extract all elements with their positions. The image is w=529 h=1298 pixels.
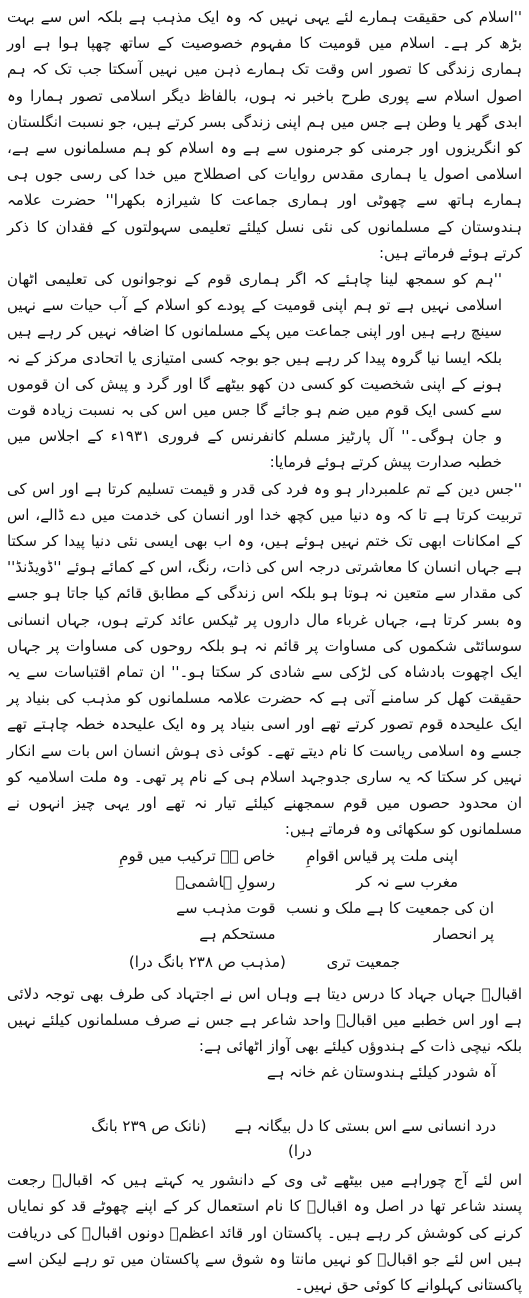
quote-youth-education: ''ہم کو سمجھ لینا چاہئے کہ اگر ہماری قوم کے نوجوانوں کی تعلیمی اٹھان اسلامی نہیں ہے تو ہم اپنی قومیت کے پودے کو اسلام کے آب حیات سے نہیں سینچ رہے ہیں اور اپنی جماعت میں پکے مسلمانوں کا اضافہ نہیں کر رہے ہیں بلکہ ایسا نیا گروہ پیدا کر رہے ہیں جو بوجہ کسی امتیازی یا اتحادی مرکز کے نہ ہونے کے اپنی شخصیت کو کسی دن کھو بیٹھے گا اور گرد و پیش کی ان قوموں سے کسی ایک قوم میں ضم ہو جائے گا جس میں اس کی بہ نسبت زیادہ قوت و جان ہوگی۔'' آل پارٹیز مسلم کانفرنس کے فروری ١٩٣١ء کے اجلاس میں خطبہ صدارت پیش کرتے ہوئے فرمایا: [7,270,502,472]
verse-line-2 [7,895,522,947]
quote-presidential-address: ''جس دین کے تم علمبردار ہو وہ فرد کی قدر و قیمت تسلیم کرتا ہے اور اس کی تربیت کرتا ہے تا کہ وہ دنیا میں کچھ خدا اور انسان کی خدمت میں دے ڈالے، اس کے امکانات ابھی تک ختم نہیں ہوئے ہیں، وہ اب بھی ایسی نئی دنیا پیدا کر سکتا ہے جہاں انسان کا معاشرتی درجہ اس کی ذات، رنگ، اس کے کمائے ہوئے ''ڈویڈنڈ'' کی مقدار سے متعین نہ ہوتا ہو بلکہ اس زندگی کے مطابق قائم کیا جاتا ہو جسے وہ بسر کرتا ہے، جہاں غرباء مال داروں پر ٹیکس عائد کرتے ہوں، جہاں انسانی سوسائٹی شکموں کی مساوات پر قائم نہ ہو بلکہ روحوں کی مساوات پر جہاں ایک اچھوت بادشاہ کی لڑکی سے شادی کر سکتا ہو۔'' ان تمام اقتباسات سے یہ حقیقت کھل کر سامنے آتی ہے کہ حضرت علامہ مسلمانوں کو مذہب کی بنیاد پر ایک علیحدہ قوم تصور کرتے تھے اور اسی بنیاد پر وہ ایک علیحدہ خطہ چاہتے تھے جسے وہ اسلامی ریاست کا نام دیتے تھے۔ کوئی ذی ہوش انسان اس بات سے انکار نہیں کر سکتا کہ یہ ساری جدوجہد اسلام ہی کے نام پر تھی۔ وہ ملت اسلامیہ کو ان محدود حصوں میں قوم سمجھنے کیلئے تیار نہ تھے اور یہی چیز انہوں نے مسلمانوں کو سکھائی وہ فرماتے ہیں: [7,479,522,839]
verse-reference: (مذہب ص ٢٣٨ بانگ درا) [128,952,286,971]
verse-line-2a: ان کی جمعیت کا ہے ملک و نسب پر انحصار [286,898,494,943]
verse-line-1 [7,843,522,895]
poem-line [7,1059,522,1139]
paragraph-ijtihad: اقبالؒ جہاں جہاد کا درس دیتا ہے وہاں اس نے اجتہاد کی طرف بھی توجہ دلائی ہے اور اس خطبے میں اقبالؒ واحد شاعر ہے جس نے صرف مسلمانوں کیلئے نہیں بلکہ نیچی ذات کے ہندوؤں کیلئے بھی آواز اٹھائی ہے: [7,984,522,1055]
verse-line-3 [7,947,522,977]
poem-line-b: درد انسانی سے اس بستی کا دل بیگانہ ہے [234,1117,496,1136]
verse-line-2b: قوت مذہب سے مستحکم ہے [176,898,276,943]
verse-block [7,843,522,977]
paragraph-closing: اس لئے آج چوراہے میں بیٹھے ٹی وی کے دانشور یہ کہتے ہیں کہ اقبالؒ رجعت پسند شاعر تھا در اصل وہ اقبالؒ کا نام استعمال کر کے اپنے چھوٹے قد کو نمایاں کرنے کی کوشش کر رہے ہیں۔ پاکستان اور قائد اعظمؒ دونوں اقبالؒ کی دریافت ہیں اس لئے جو اقبالؒ کو نہیں مانتا وہ شوق سے پاکستان میں تو رہے لیکن اسے پاکستانی کہلوانے کا کوئی حق نہیں۔ [7,1171,522,1294]
poem-reference-continued: درا) [288,1142,312,1161]
paragraph-islam-nationhood: ''اسلام کی حقیقت ہمارے لئے یہی نہیں کہ وہ ایک مذہب ہے بلکہ اس سے بہت بڑھ کر ہے۔ اسلام میں قومیت کا مفہوم خصوصیت کے ساتھ چھپا ہوا ہے اور ہماری زندگی کا تصور اس وقت تک ہمارے ذہن میں نہیں آسکتا جب تک کہ ہم اصول اسلام سے پوری طرح باخبر نہ ہوں، بالفاظ دیگر اسلامی تصور ہمارا وہ ابدی گھر یا وطن ہے جس میں ہم اپنی زندگی بسر کرتے ہیں، جو نسبت انگلستان کو انگریزوں اور جرمنی کو جرمنوں سے ہے وہ اسلام کو ہم مسلمانوں سے ہے، اسلامی اصول یا ہماری مقدس روایات کی اصطلاح میں خدا کی رسی جوں ہی ہمارے ہاتھ سے چھوٹی اور ہماری جماعت کا شیرازہ بکھرا'' حضرت علامہ ہندوستان کے مسلمانوں کی نئی نسل کیلئے تعلیمی سہولتوں کے فقدان کا ذکر کرتے ہوئے فرماتے ہیں: [7,8,522,262]
poem-block [7,1059,522,1163]
verse-line-1a: اپنی ملت پر قیاس اقوامِ مغرب سے نہ کر [306,846,458,891]
verse-line-3-text: جمعیت تری [326,952,401,971]
poem-line-a: آہ شودر کیلئے ہندوستان غم خانہ ہے [266,1063,496,1082]
verse-line-1b: خاص ہے ترکیب میں قومِ رسولِ ہاشمیؐ [119,846,276,891]
poem-reference: (نانک ص ٢٣٩ بانگ [91,1117,207,1136]
